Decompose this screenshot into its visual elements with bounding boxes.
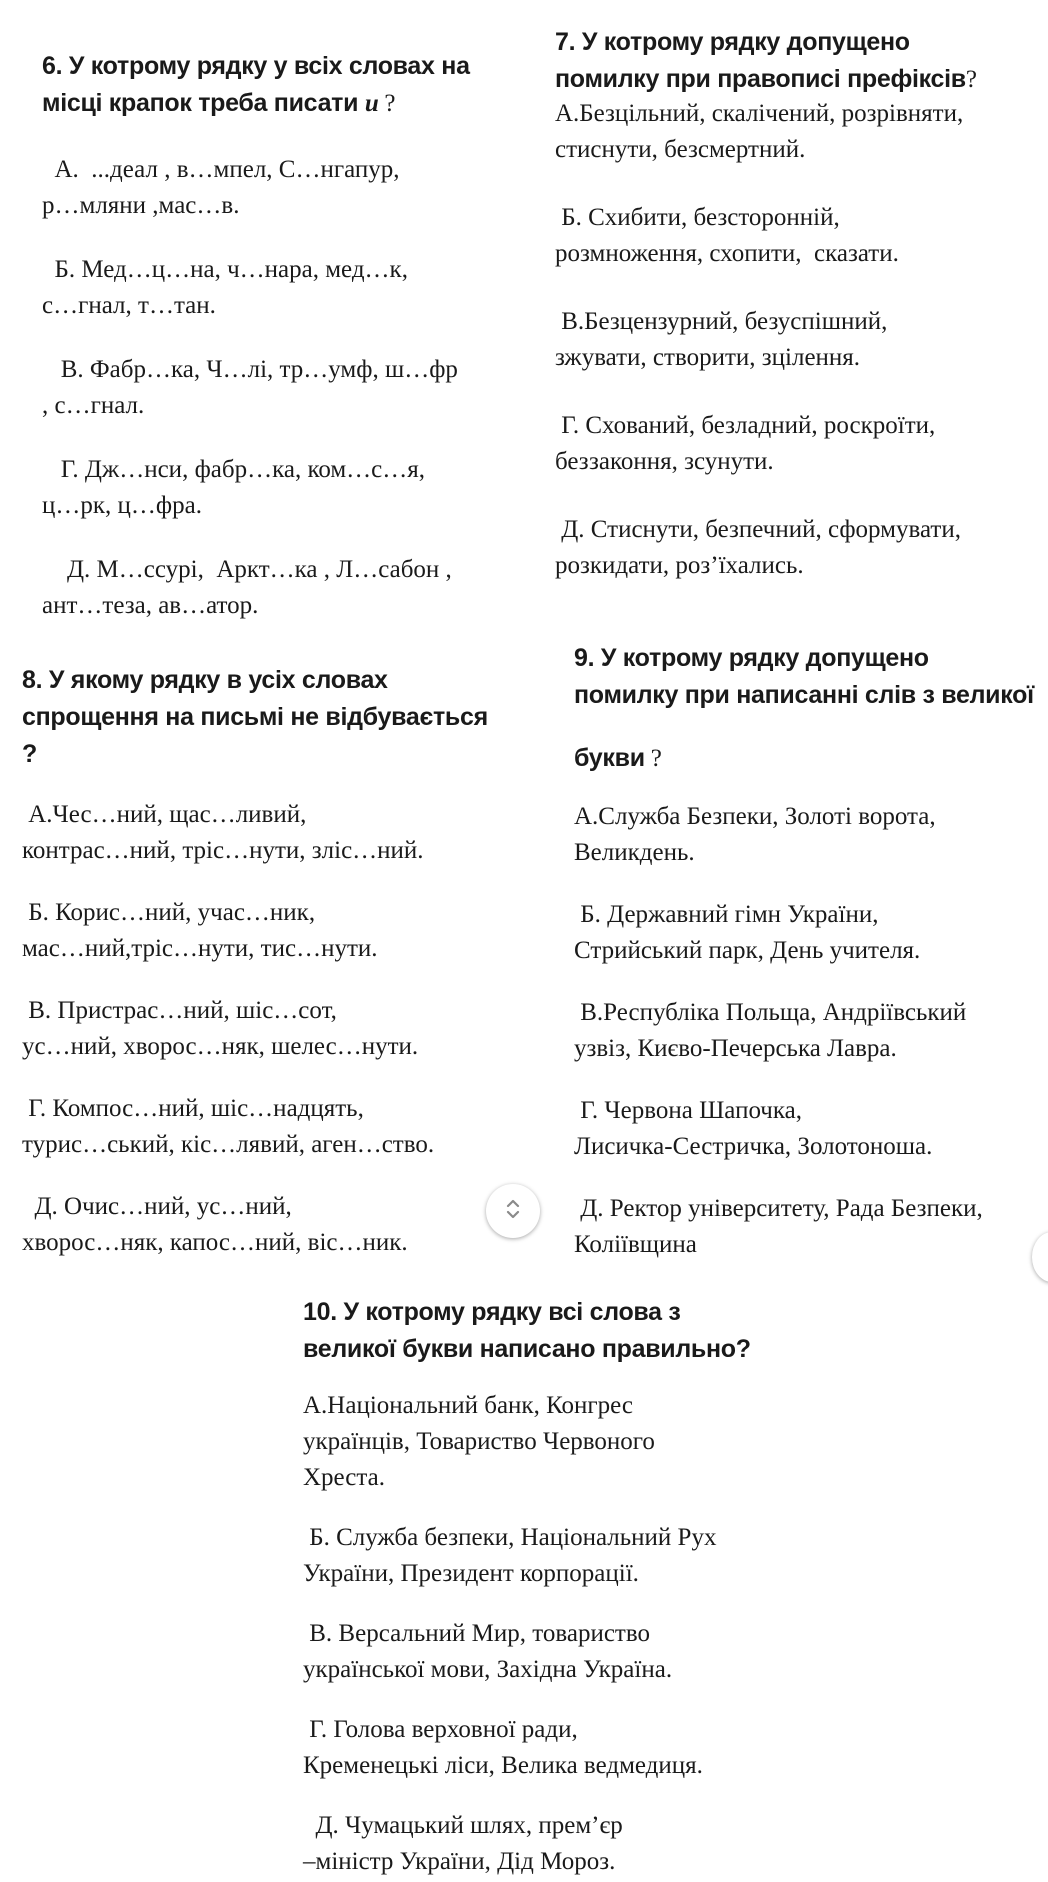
- question-10-option-c: В. Версальний Мир, товариство української мови, Західна Україна.: [303, 1620, 673, 1683]
- question-9-option-b: Б. Державний гімн України, Стрийський парк, День учителя.: [574, 901, 921, 964]
- question-9-title-line3: букви: [574, 744, 645, 772]
- question-9-title-line1: 9. У котрому рядку допущено: [574, 644, 929, 672]
- question-6-title-qmark: ?: [378, 90, 396, 117]
- question-8-title: [22, 662, 522, 773]
- question-7-title: [555, 24, 1045, 98]
- question-10-title-line2: великої букви написано правильно?: [303, 1335, 751, 1363]
- question-7-title-qmark: ?: [965, 66, 977, 93]
- question-6-title-line2: місці крапок треба писати: [42, 89, 365, 117]
- question-10-option-d: Г. Голова верховної ради, Кременецькі ліси, Велика ведмедиця.: [303, 1716, 703, 1779]
- question-10: [303, 1294, 803, 1880]
- question-8-option-a: А.Чес…ний, щас…ливий, контрас…ний, тріс…нути, зліс…ний.: [22, 801, 424, 864]
- question-9-option-c: В.Республіка Польща, Андріївський узвіз, Києво-Печерська Лавра.: [574, 999, 967, 1062]
- question-8-title-line2: спрощення на письмі не відбувається: [22, 703, 488, 731]
- scroll-handle-button[interactable]: [486, 1184, 540, 1238]
- question-6: [42, 48, 522, 624]
- question-7-title-line2: помилку при правописі префіксів: [555, 65, 966, 93]
- question-10-title-line1: 10. У котрому рядку всі слова з: [303, 1298, 681, 1326]
- question-9-title-line2: помилку при написанні слів з великої: [574, 681, 1034, 709]
- question-7-option-b: Б. Схибити, безсторонній, розмноження, схопити, сказати.: [555, 204, 899, 267]
- question-8-option-d: Г. Компос…ний, шіс…надцять, турис…ський, кіс…лявий, аген…ство.: [22, 1095, 435, 1158]
- question-10-option-e: Д. Чумацький шлях, прем’єр –міністр України, Дід Мороз.: [303, 1812, 623, 1875]
- question-9-title: [574, 640, 1044, 777]
- question-10-title: [303, 1294, 803, 1368]
- question-6-title: [42, 48, 522, 122]
- question-8: [22, 662, 522, 1261]
- question-6-title-italic: и: [364, 90, 379, 117]
- question-6-option-c: В. Фабр…ка, Ч…лі, тр…умф, ш…фр , с…гнал.: [42, 356, 458, 419]
- question-8-title-line3: ?: [22, 740, 37, 768]
- question-9-option-a: А.Служба Безпеки, Золоті ворота, Великдень.: [574, 803, 936, 866]
- question-8-option-c: В. Пристрас…ний, шіс…сот, ус…ний, хворос…няк, шелес…нути.: [22, 997, 419, 1060]
- question-6-option-d: Г. Дж…нси, фабр…ка, ком…с…я, ц…рк, ц…фра.: [42, 456, 426, 519]
- question-9: [574, 640, 1044, 1263]
- question-7-option-e: Д. Стиснути, безпечний, сформувати, розкидати, роз’їхались.: [555, 516, 961, 579]
- question-6-title-line1: 6. У котрому рядку у всіх словах на: [42, 52, 470, 80]
- question-7: [555, 24, 1045, 584]
- question-9-option-d: Г. Червона Шапочка, Лисичка-Сестричка, Золотоноша.: [574, 1097, 933, 1160]
- question-6-option-e: Д. М…ссурі, Аркт…ка , Л…сабон , ант…теза, ав…атор.: [42, 556, 452, 619]
- question-8-option-b: Б. Корис…ний, учас…ник, мас…ний,тріс…нути, тис…нути.: [22, 899, 378, 962]
- question-9-option-e: Д. Ректор університету, Рада Безпеки, Коліївщина: [574, 1195, 983, 1258]
- question-7-option-d: Г. Схований, безладний, роскроїти, беззаконня, зсунути.: [555, 412, 936, 475]
- question-6-option-a: А. ...деал , в…мпел, С…нгапур, р…мляни ,мас…в.: [42, 156, 400, 219]
- question-7-title-line1: 7. У котрому рядку допущено: [555, 28, 910, 56]
- question-10-option-a: А.Національний банк, Конгрес українців, Товариство Червоного Хреста.: [303, 1392, 655, 1491]
- question-10-option-b: Б. Служба безпеки, Національний Рух України, Президент корпорації.: [303, 1524, 717, 1587]
- question-7-option-a: А.Безцільний, скалічений, розрівняти, стиснути, безсмертний.: [555, 100, 964, 163]
- scroll-arrows-icon: [502, 1196, 524, 1227]
- question-7-option-c: В.Безцензурний, безуспішний, зжувати, створити, зцілення.: [555, 308, 888, 371]
- question-9-title-qmark: ?: [644, 745, 662, 772]
- question-8-title-line1: 8. У якому рядку в усіх словах: [22, 666, 388, 694]
- question-6-option-b: Б. Мед…ц…на, ч…нара, мед…к, с…гнал, т…тан.: [42, 256, 408, 319]
- question-8-option-e: Д. Очис…ний, ус…ний, хворос…няк, капос…ний, віс…ник.: [22, 1193, 408, 1256]
